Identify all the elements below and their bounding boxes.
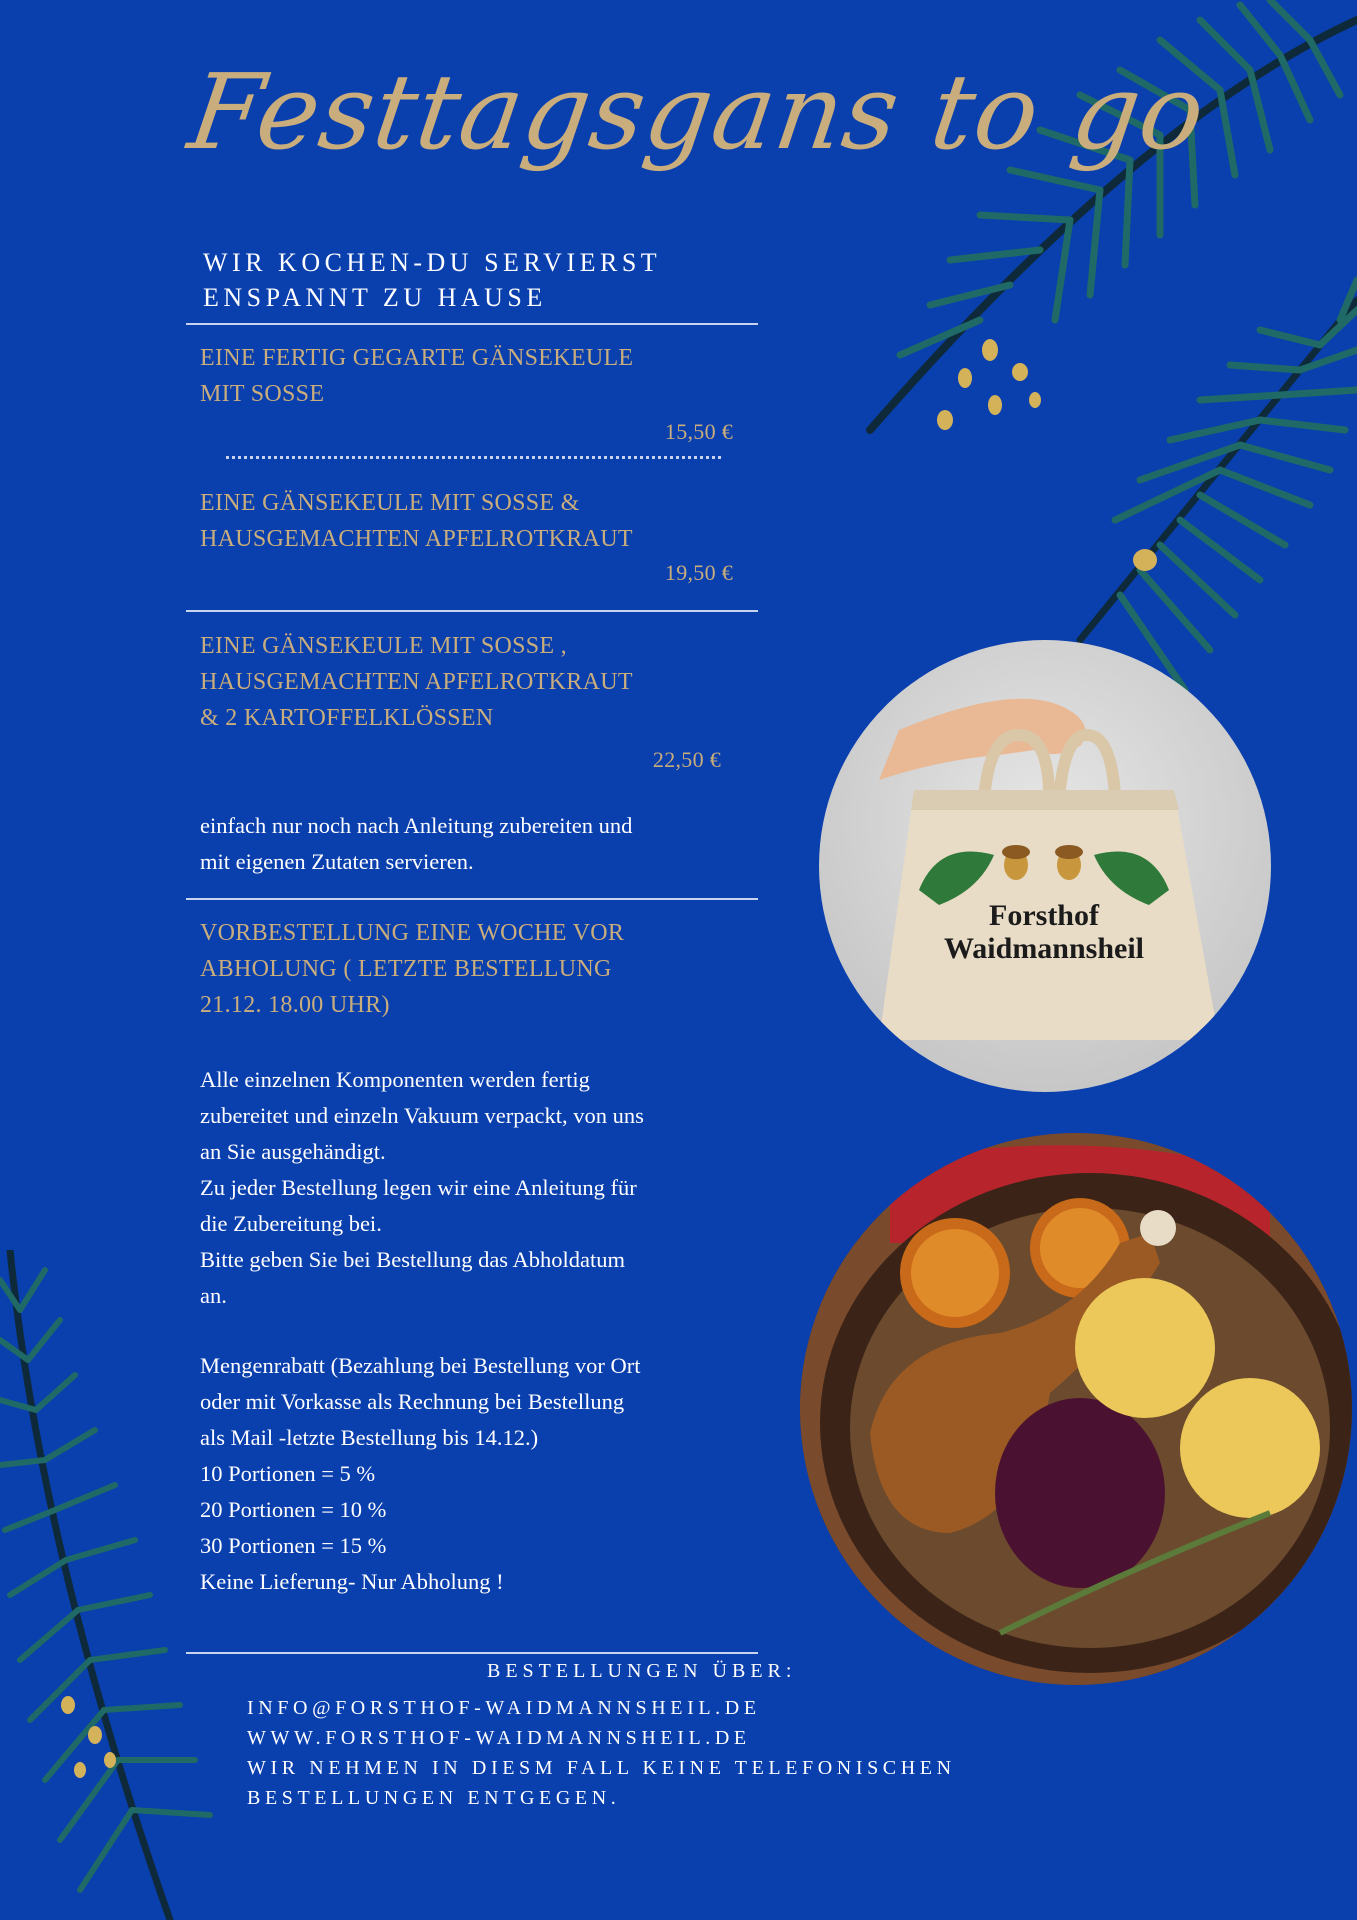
contact-email: INFO@FORSTHOF-WAIDMANNSHEIL.DE <box>247 1697 761 1719</box>
subtitle-line-1: WIR KOCHEN-DU SERVIERST <box>203 248 662 277</box>
bag-illustration <box>819 640 1271 1092</box>
divider <box>186 1652 758 1654</box>
contact-block <box>247 1693 1207 1813</box>
dish-photo <box>800 1133 1352 1685</box>
menu-item-name: EINE FERTIG GEGARTE GÄNSEKEULE MIT SOSSE <box>200 345 634 407</box>
menu-item <box>200 485 760 591</box>
subtitle-line-2: ENSPANNT ZU HAUSE <box>203 283 547 312</box>
contact-note-line-1: WIR NEHMEN IN DIESM FALL KEINE TELEFONISCHEN <box>247 1757 956 1779</box>
menu-item-name: EINE GÄNSEKEULE MIT SOSSE , HAUSGEMACHTEN APFELROTKRAUT & 2 KARTOFFELKLÖSSEN <box>200 633 633 731</box>
menu-item-price: 22,50 € <box>652 747 721 772</box>
divider <box>226 456 721 459</box>
menu-item-name: EINE GÄNSEKEULE MIT SOSSE & HAUSGEMACHTEN APFELROTKRAUT <box>200 490 633 552</box>
divider <box>186 323 758 325</box>
order-details: Alle einzelnen Komponenten werden fertig zubereitet und einzeln Vakuum verpackt, von uns an Sie ausgehändigt. Zu jeder Bestellung legen wir eine Anleitung für die Zubereitung bei. Bitte geben Sie bei Bestellung das Abholdatum an. <box>200 1067 644 1308</box>
contact-note-line-2: BESTELLUNGEN ENTGEGEN. <box>247 1787 621 1809</box>
bag-photo <box>819 640 1271 1092</box>
menu-item <box>200 628 760 778</box>
bag-brand-line-2: Waidmannsheil <box>943 932 1145 965</box>
preorder-heading: VORBESTELLUNG EINE WOCHE VOR ABHOLUNG ( LETZTE BESTELLUNG 21.12. 18.00 UHR) <box>200 920 625 1018</box>
quantity-discount: Mengenrabatt (Bezahlung bei Bestellung vor Ort oder mit Vorkasse als Rechnung bei Bestellung als Mail -letzte Bestellung bis 14.12.) 10 Portionen = 5 % 20 Portionen = 10 % 30 Portionen = 15 % Keine Lieferung- Nur Abholung ! <box>200 1353 641 1594</box>
menu-item-price: 15,50 € <box>664 419 733 444</box>
divider <box>186 898 758 900</box>
subtitle <box>203 245 763 315</box>
menu-item <box>200 340 760 450</box>
contact-heading: BESTELLUNGEN ÜBER: <box>487 1660 797 1682</box>
divider <box>186 610 758 612</box>
menu-item-price: 19,50 € <box>664 560 733 585</box>
preparation-note: einfach nur noch nach Anleitung zubereiten und mit eigenen Zutaten servieren. <box>200 813 633 874</box>
dish-illustration <box>800 1133 1352 1685</box>
contact-website: WWW.FORSTHOF-WAIDMANNSHEIL.DE <box>247 1727 751 1749</box>
bag-brand-line-1: Forsthof <box>989 899 1099 932</box>
page-title: Festtagsgans to go <box>182 51 1213 173</box>
